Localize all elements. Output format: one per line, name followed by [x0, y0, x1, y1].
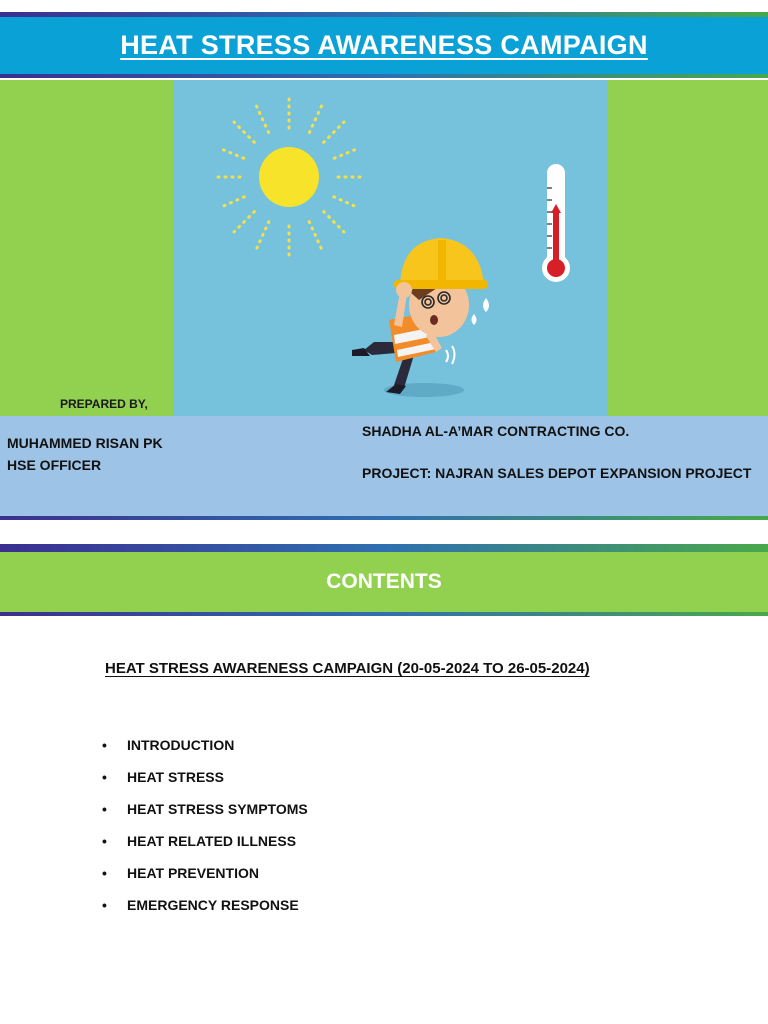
company-name: SHADHA AL-A’MAR CONTRACTING CO.	[362, 423, 630, 439]
list-item-label: EMERGENCY RESPONSE	[127, 897, 299, 913]
heat-illustration	[174, 80, 607, 416]
overheated-worker-icon	[352, 238, 489, 397]
list-item-label: HEAT STRESS SYMPTOMS	[127, 801, 308, 817]
sun-icon	[214, 98, 364, 258]
slide-contents	[0, 544, 768, 1024]
info-band	[0, 416, 768, 516]
bullet: •	[102, 865, 107, 881]
list-item-label: HEAT RELATED ILLNESS	[127, 833, 297, 849]
thermometer-icon	[542, 164, 570, 282]
list-item-label: HEAT STRESS	[127, 769, 224, 785]
list-item	[102, 737, 308, 769]
list-item	[102, 833, 308, 865]
prepared-by-label: PREPARED BY,	[60, 397, 148, 411]
title-banner	[0, 17, 768, 74]
bullet: •	[102, 833, 107, 849]
project-name: PROJECT: NAJRAN SALES DEPOT EXPANSION PROJECT	[362, 465, 752, 481]
contents-accent-bar-bottom	[0, 612, 768, 616]
title-accent-bar	[0, 74, 768, 78]
list-item	[102, 801, 308, 833]
bottom-accent-bar	[0, 516, 768, 520]
bullet: •	[102, 897, 107, 913]
contents-list	[102, 737, 308, 929]
bullet: •	[102, 769, 107, 785]
author-role: HSE OFFICER	[7, 457, 102, 473]
list-item	[102, 897, 308, 929]
list-item	[102, 769, 308, 801]
contents-accent-bar-top	[0, 544, 768, 552]
list-item-label: INTRODUCTION	[127, 737, 235, 753]
presentation-title: HEAT STRESS AWARENESS CAMPAIGN	[120, 30, 648, 60]
contents-banner	[0, 552, 768, 612]
author-name: MUHAMMED RISAN PK	[7, 435, 163, 451]
campaign-dates: HEAT STRESS AWARENESS CAMPAIGN (20-05-2024 TO 26-05-2024)	[105, 660, 590, 677]
bullet: •	[102, 737, 107, 753]
list-item-label: HEAT PREVENTION	[127, 865, 259, 881]
contents-heading: CONTENTS	[326, 570, 442, 593]
list-item	[102, 865, 308, 897]
bullet: •	[102, 801, 107, 817]
